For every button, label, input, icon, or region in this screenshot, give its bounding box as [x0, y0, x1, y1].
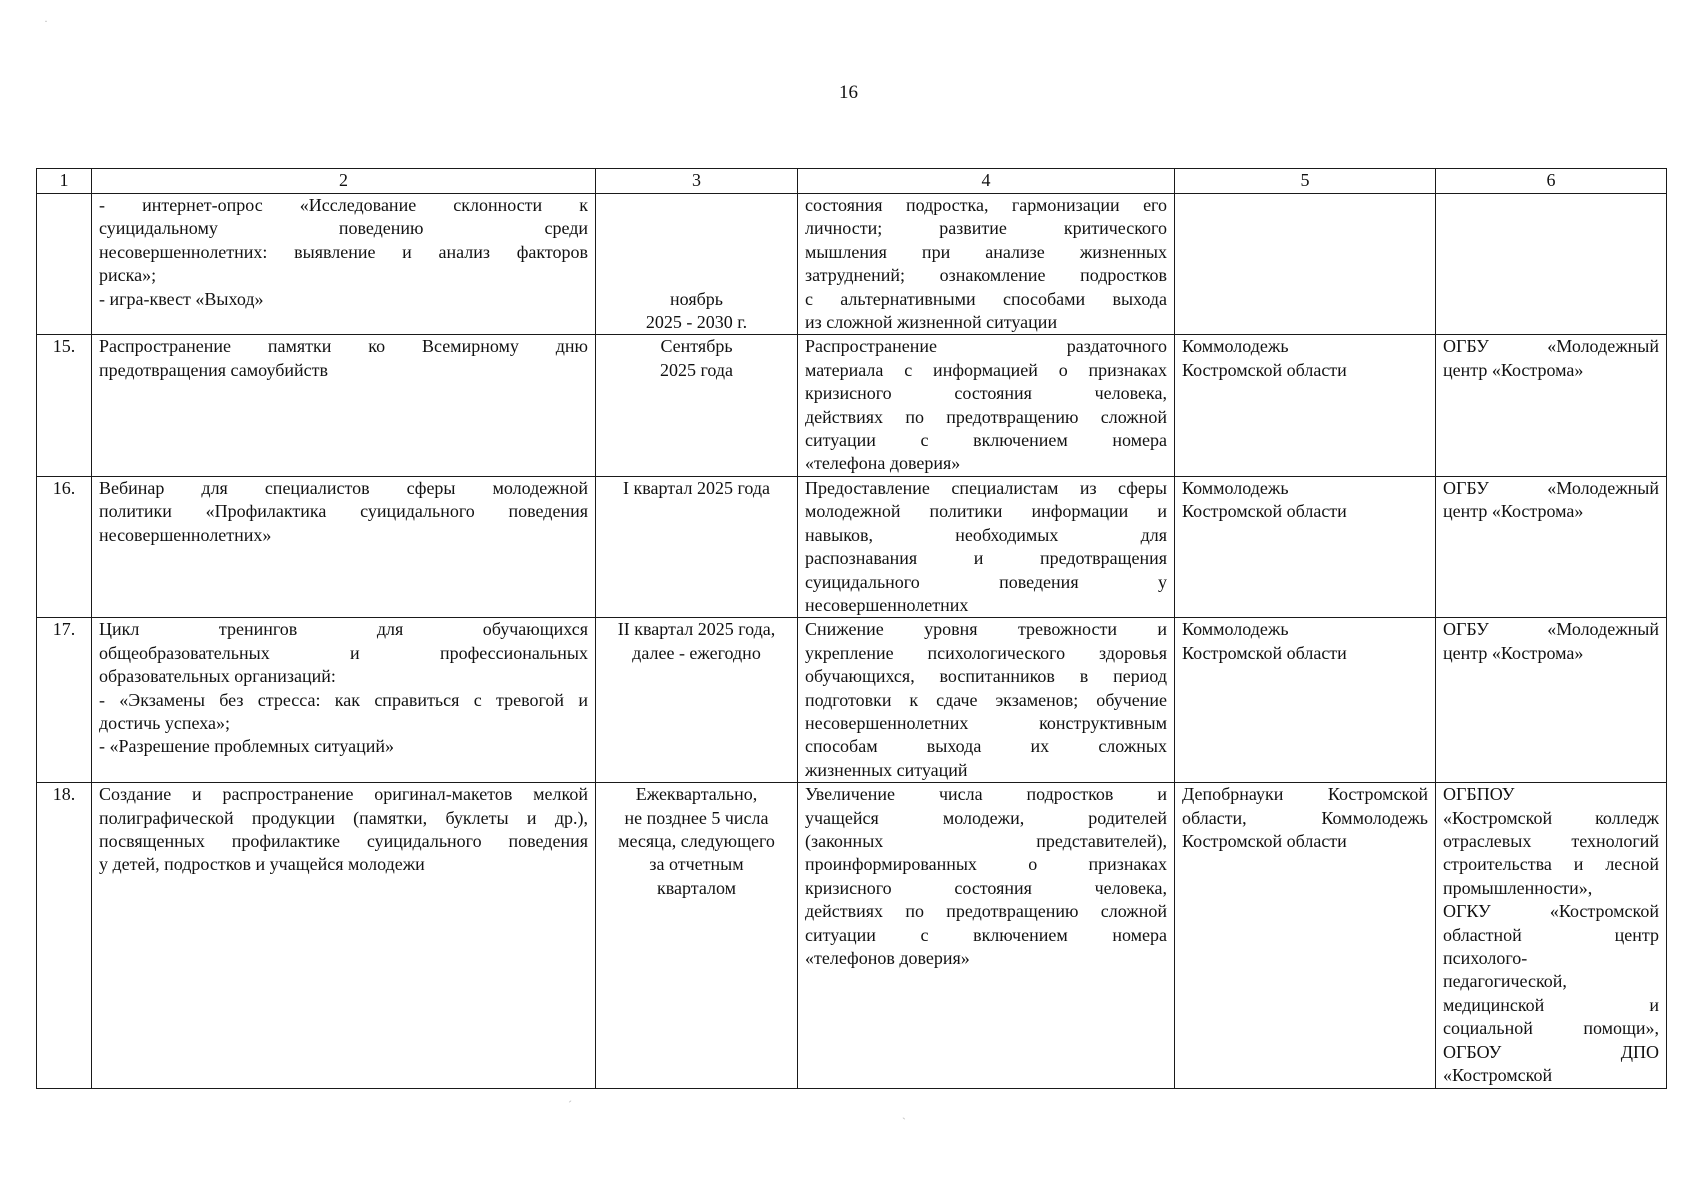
responsible-cell [1175, 194, 1436, 335]
cell-line: Снижение уровня тревожности и [805, 619, 1167, 640]
cell-line: жизненных ситуаций [805, 759, 968, 780]
responsible-cell [1175, 783, 1436, 1089]
cell-line: распознавания и предотвращения [805, 548, 1167, 569]
cell-line: - «Разрешение проблемных ситуаций» [99, 736, 395, 757]
cell-line: Костромской области [1182, 642, 1347, 663]
cell-line: Вебинар для специалистов сферы молодежной [99, 477, 588, 498]
cell-line: «Костромской колледж [1443, 807, 1659, 828]
event-cell [92, 618, 596, 783]
cell-line: несовершеннолетних: выявление и анализ факторов [99, 241, 588, 262]
table-row [37, 618, 1667, 783]
table-row [37, 194, 1667, 335]
cell-line: Увеличение числа подростков и [805, 784, 1167, 805]
cell-line: центр «Кострома» [1443, 501, 1584, 522]
column-header: 2 [92, 169, 596, 194]
responsible-cell [1175, 618, 1436, 783]
cell-line: центр «Кострома» [1443, 359, 1584, 380]
executor-cell [1436, 783, 1667, 1089]
column-header: 1 [37, 169, 92, 194]
cell-line: политики «Профилактика суицидального поведения [99, 501, 588, 522]
term-cell [596, 783, 798, 1089]
cell-line: I квартал 2025 года [622, 477, 771, 498]
cell-line: ОГБУ «Молодежный [1443, 619, 1659, 640]
row-number [37, 194, 92, 335]
table-row [37, 476, 1667, 617]
cell-line: из сложной жизненной ситуации [805, 312, 1058, 333]
executor-cell [1436, 476, 1667, 617]
column-header: 5 [1175, 169, 1436, 194]
cell-line: общеобразовательных и профессиональных [99, 642, 588, 663]
cell-line: не позднее 5 числа [624, 807, 769, 828]
cell-line: молодежной политики информации и [805, 501, 1167, 522]
cell-line: Коммолодежь [1182, 619, 1289, 640]
cell-line: строительства и лесной [1443, 854, 1659, 875]
cell-line: Коммолодежь [1182, 477, 1289, 498]
cell-line: материала с информацией о признаках [805, 359, 1167, 380]
term-cell [596, 194, 798, 335]
scan-speck: ˊ [568, 1098, 572, 1112]
cell-line: личности; развитие критического [805, 218, 1167, 239]
event-cell [92, 476, 596, 617]
cell-line: за отчетным [649, 854, 744, 875]
cell-line: отраслевых технологий [1443, 830, 1659, 851]
cell-line: ОГБУ «Молодежный [1443, 336, 1659, 357]
executor-cell [1436, 618, 1667, 783]
cell-line: кризисного состояния человека, [805, 383, 1167, 404]
cell-line: Ежеквартально, [635, 784, 758, 805]
result-cell [798, 194, 1175, 335]
cell-line: медицинской и [1443, 994, 1659, 1015]
cell-line: ситуации с включением номера [805, 924, 1167, 945]
scan-speck: · [44, 14, 48, 28]
cell-line: несовершеннолетних конструктивным [805, 712, 1167, 733]
row-number: 16. [37, 476, 92, 617]
responsible-cell [1175, 335, 1436, 476]
cell-line: кварталом [656, 877, 737, 898]
page-number: 16 [839, 82, 858, 103]
cell-line: затруднений; ознакомление подростков [805, 265, 1167, 286]
cell-line: суицидального поведения у [805, 571, 1167, 592]
cell-line: достичь успеха»; [99, 712, 230, 733]
cell-line: центр «Кострома» [1443, 642, 1584, 663]
responsible-cell [1175, 476, 1436, 617]
cell-line: навыков, необходимых для [805, 524, 1167, 545]
cell-line: с альтернативными способами выхода [805, 288, 1167, 309]
event-cell [92, 335, 596, 476]
cell-line: состояния подростка, гармонизации его [805, 195, 1167, 215]
cell-line: - игра-квест «Выход» [99, 288, 264, 309]
cell-line: - интернет-опрос «Исследование склонности к [99, 195, 588, 215]
cell-line: социальной помощи», [1443, 1018, 1659, 1039]
table-header-row [37, 169, 1667, 194]
column-header: 6 [1436, 169, 1667, 194]
cell-line: подготовки к сдаче экзаменов; обучение [805, 689, 1167, 710]
executor-cell [1436, 335, 1667, 476]
cell-line: ОГБОУ ДПО [1443, 1041, 1659, 1062]
row-number: 17. [37, 618, 92, 783]
cell-line: педагогической, [1443, 971, 1567, 992]
result-cell [798, 618, 1175, 783]
event-cell [92, 783, 596, 1089]
row-number: 15. [37, 335, 92, 476]
cell-line: обучающихся, воспитанников в период [805, 666, 1167, 687]
column-header: 3 [596, 169, 798, 194]
cell-line: Цикл тренингов для обучающихся [99, 619, 588, 640]
cell-line: «Костромской [1443, 1065, 1553, 1086]
cell-line: укрепление психологического здоровья [805, 642, 1167, 663]
row-number: 18. [37, 783, 92, 1089]
executor-cell [1436, 194, 1667, 335]
cell-line: предотвращения самоубийств [99, 359, 328, 380]
cell-line: учащейся молодежи, родителей [805, 807, 1167, 828]
cell-line: действиях по предотвращению сложной [805, 406, 1167, 427]
cell-line: несовершеннолетних [805, 594, 969, 615]
cell-line: ОГБУ «Молодежный [1443, 477, 1659, 498]
column-header: 4 [798, 169, 1175, 194]
cell-line: Сентябрь [660, 336, 733, 357]
cell-line: 2025 - 2030 г. [645, 311, 748, 332]
cell-line: Распространение памятки ко Всемирному дню [99, 336, 588, 357]
cell-line: Костромской области [1182, 359, 1347, 380]
cell-line: полиграфической продукции (памятки, буклеты и др.), [99, 807, 588, 828]
cell-line: у детей, подростков и учащейся молодежи [99, 854, 425, 875]
cell-line: Костромской области [1182, 501, 1347, 522]
cell-line: II квартал 2025 года, [617, 619, 776, 640]
cell-line: - «Экзамены без стресса: как справиться с тревогой и [99, 689, 588, 710]
event-cell [92, 194, 596, 335]
cell-line: Депобрнауки Костромской [1182, 784, 1428, 805]
term-cell [596, 618, 798, 783]
cell-line: ОГКУ «Костромской [1443, 901, 1659, 922]
cell-line: (законных представителей), [805, 830, 1167, 851]
cell-line: Коммолодежь [1182, 336, 1289, 357]
cell-line: ситуации с включением номера [805, 430, 1167, 451]
result-cell [798, 476, 1175, 617]
cell-line: 2025 года [659, 359, 734, 380]
term-cell [596, 335, 798, 476]
cell-line: Предоставление специалистам из сферы [805, 477, 1167, 498]
cell-line: ОГБПОУ [1443, 784, 1515, 805]
cell-line: «телефона доверия» [805, 453, 961, 474]
cell-line: месяца, следующего [618, 830, 775, 851]
term-cell [596, 476, 798, 617]
cell-line: ноябрь [670, 288, 723, 309]
cell-line: психолого- [1443, 948, 1528, 968]
table-row [37, 335, 1667, 476]
plan-table [36, 168, 1667, 1089]
cell-line: области, Коммолодежь [1182, 807, 1428, 828]
cell-line: суицидальному поведению среди [99, 218, 588, 239]
cell-line: промышленности», [1443, 877, 1593, 898]
table-row [37, 783, 1667, 1089]
result-cell [798, 783, 1175, 1089]
cell-line: Распространение раздаточного [805, 336, 1167, 357]
cell-line: способам выхода их сложных [805, 736, 1167, 757]
cell-line: несовершеннолетних» [99, 524, 272, 545]
cell-line: действиях по предотвращению сложной [805, 901, 1167, 922]
cell-line: мышления при анализе жизненных [805, 241, 1167, 262]
cell-line: Костромской области [1182, 830, 1347, 851]
cell-line: далее - ежегодно [632, 642, 761, 663]
cell-line: образовательных организаций: [99, 666, 336, 687]
cell-line: посвященных профилактике суицидального поведения [99, 830, 588, 851]
cell-line: кризисного состояния человека, [805, 877, 1167, 898]
cell-line: проинформированных о признаках [805, 854, 1167, 875]
cell-line: Создание и распространение оригинал-макетов мелкой [99, 784, 588, 805]
scan-speck: ˏ [902, 1106, 906, 1120]
result-cell [798, 335, 1175, 476]
cell-line: риска»; [99, 265, 157, 286]
cell-line: областной центр [1443, 924, 1659, 945]
cell-line: «телефонов доверия» [805, 948, 970, 968]
